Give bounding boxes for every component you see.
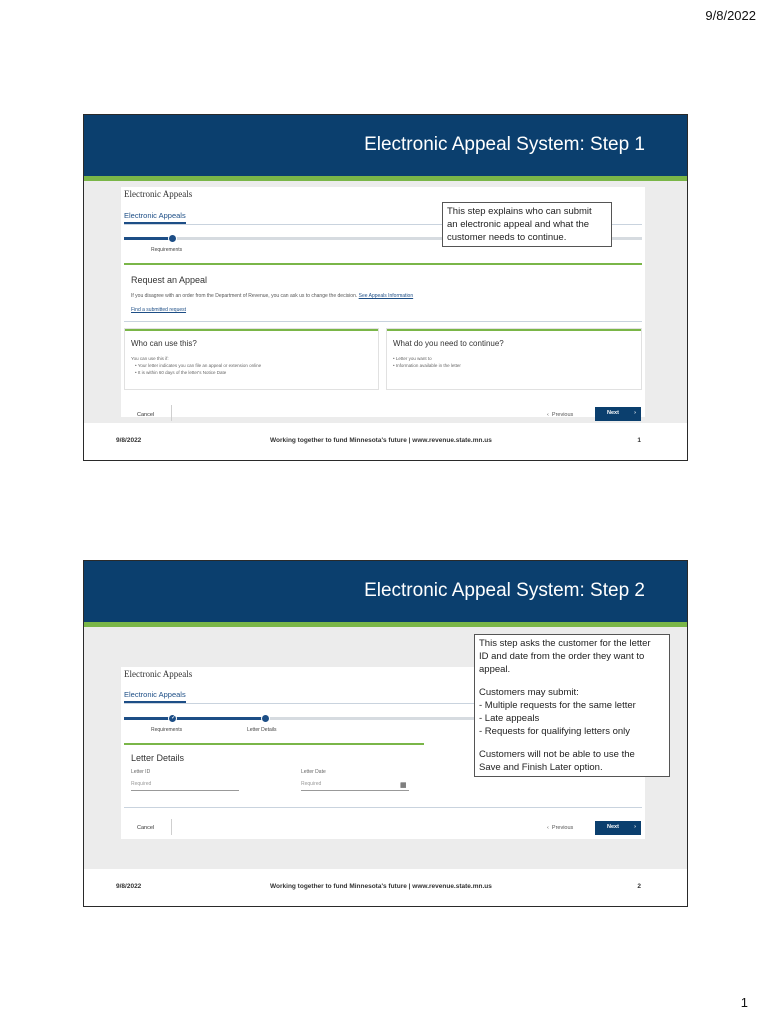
step-dot-requirements <box>168 234 177 243</box>
slide-title: Electronic Appeal System: Step 2 <box>364 580 645 601</box>
appeals-info-link[interactable]: See Appeals Information <box>358 293 414 299</box>
footer-slide-number: 1 <box>637 437 641 444</box>
callout-line: - Requests for qualifying letters only <box>479 726 631 737</box>
slide-step-1 <box>83 114 688 461</box>
next-button[interactable] <box>595 407 641 421</box>
section-rule <box>124 807 642 808</box>
card-who-can-use <box>124 328 379 390</box>
letter-date-placeholder: Required <box>301 781 322 787</box>
callout-line: customer needs to continue. <box>447 232 567 243</box>
slide-footer <box>84 867 687 906</box>
chevron-right-icon: › <box>634 410 636 416</box>
card-line: • It is within 60 days of the letter's Notice Date <box>135 370 227 375</box>
footer-date: 9/8/2022 <box>116 883 142 890</box>
chevron-right-icon: › <box>634 824 636 830</box>
section-title: Letter Details <box>131 753 185 763</box>
step-label-requirements: Requirements <box>151 247 183 253</box>
callout-line: appeal. <box>479 664 511 675</box>
progress-fill <box>124 237 171 240</box>
letter-id-label: Letter ID <box>131 769 151 775</box>
card-line: • Letter you want to <box>393 356 432 361</box>
slide-title: Electronic Appeal System: Step 1 <box>364 134 645 155</box>
previous-label: Previous <box>551 412 574 418</box>
section-divider <box>124 263 642 265</box>
tab-electronic-appeals[interactable]: Electronic Appeals <box>124 690 186 699</box>
footer-tagline: Working together to fund Minnesota's future | www.revenue.state.mn.us <box>270 883 492 890</box>
section-divider <box>124 743 424 745</box>
callout-step-2 <box>474 634 670 777</box>
letter-date-input[interactable] <box>301 781 409 791</box>
spacer <box>479 676 665 686</box>
footer-date: 9/8/2022 <box>116 437 142 444</box>
cancel-button[interactable]: Cancel <box>137 412 155 418</box>
spacer <box>479 738 665 748</box>
card-line: You can use this if: <box>131 356 169 361</box>
step-dot-letter-details <box>261 714 270 723</box>
footer-slide-number: 2 <box>637 883 641 890</box>
next-label: Next <box>607 824 619 830</box>
slide-footer <box>84 421 687 460</box>
previous-button[interactable] <box>547 412 573 418</box>
letter-id-input[interactable] <box>131 781 239 791</box>
chevron-left-icon: ‹ <box>547 825 549 831</box>
progress-fill <box>124 717 269 720</box>
previous-label: Previous <box>551 825 574 831</box>
page-number: 1 <box>740 995 748 1010</box>
card-accent <box>125 329 378 331</box>
slide-body <box>84 181 687 423</box>
app-title: Electronic Appeals <box>124 189 193 199</box>
callout-line: - Late appeals <box>479 713 540 724</box>
callout-line: This step asks the customer for the letter <box>479 638 651 649</box>
next-button[interactable] <box>595 821 641 835</box>
card-title: What do you need to continue? <box>393 339 504 348</box>
card-what-you-need <box>386 328 642 390</box>
tab-electronic-appeals[interactable]: Electronic Appeals <box>124 211 186 220</box>
intro-text: If you disagree with an order from the Department of Revenue, you can ask us to change the decision. See Appeals Information <box>131 293 414 299</box>
callout-line: This step explains who can submit <box>447 206 592 217</box>
callout-line: Customers may submit: <box>479 687 579 698</box>
next-label: Next <box>607 410 619 416</box>
slide-body <box>84 627 687 869</box>
callout-line: Save and Finish Later option. <box>479 762 603 773</box>
section-title: Request an Appeal <box>131 275 208 285</box>
cancel-button[interactable]: Cancel <box>137 825 155 831</box>
chevron-left-icon: ‹ <box>547 412 549 418</box>
button-divider <box>171 819 172 835</box>
previous-button[interactable] <box>547 825 573 831</box>
callout-line: an electronic appeal and what the <box>447 219 590 230</box>
section-rule <box>124 321 642 322</box>
card-line: • Your letter indicates you can file an appeal or extension online <box>135 363 262 368</box>
step-label-requirements: Requirements <box>151 727 183 733</box>
callout-line: - Multiple requests for the same letter <box>479 700 636 711</box>
letter-id-placeholder: Required <box>131 781 152 787</box>
card-line: • Information available in the letter <box>393 363 461 368</box>
letter-date-label: Letter Date <box>301 769 326 775</box>
card-title: Who can use this? <box>131 339 197 348</box>
card-accent <box>387 329 641 331</box>
page-date: 9/8/2022 <box>705 8 756 23</box>
callout-line: Customers will not be able to use the <box>479 749 635 760</box>
step-label-letter-details: Letter Details <box>247 727 277 733</box>
callout-line: ID and date from the order they want to <box>479 651 645 662</box>
callout-step-1 <box>442 202 612 247</box>
check-icon: ✓ <box>171 715 177 721</box>
footer-tagline: Working together to fund Minnesota's future | www.revenue.state.mn.us <box>270 437 492 444</box>
step-dot-requirements <box>168 714 177 723</box>
find-request-link[interactable]: Find a submitted request <box>131 307 187 313</box>
app-title: Electronic Appeals <box>124 669 193 679</box>
slide-step-2 <box>83 560 688 907</box>
button-divider <box>171 405 172 421</box>
calendar-icon[interactable]: ▦ <box>400 782 407 789</box>
